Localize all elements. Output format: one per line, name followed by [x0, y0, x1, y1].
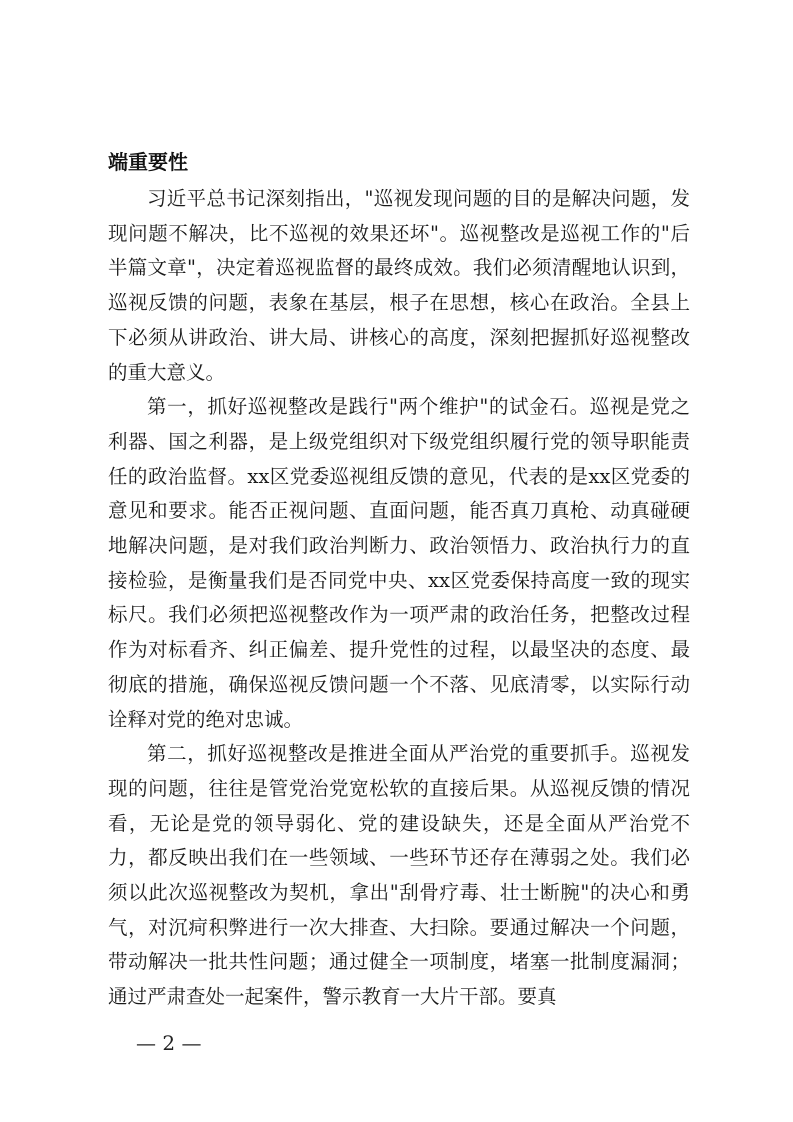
document-body [108, 182, 690, 1015]
page-number: — 2 — [136, 1031, 202, 1055]
paragraph-intro: 习近平总书记深刻指出，"巡视发现问题的目的是解决问题，发现问题不解决，比不巡视的效果还坏"。巡视整改是巡视工作的"后半篇文章"，决定着巡视监督的最终成效。我们必须清醒地认识到，巡视反馈的问题，表象在基层，根子在思想，核心在政治。全县上下必须从讲政治、讲大局、讲核心的高度，深刻把握抓好巡视整改的重大意义。 [108, 187, 690, 384]
paragraph-second-point: 第二，抓好巡视整改是推进全面从严治党的重要抓手。巡视发现的问题，往往是管党治党宽松软的直接后果。从巡视反馈的情况看，无论是党的领导弱化、党的建设缺失，还是全面从严治党不力，都反映出我们在一些领域、一些环节还存在薄弱之处。我们必须以此次巡视整改为契机，拿出"刮骨疗毒、壮士断腕"的决心和勇气，对沉疴积弊进行一次大排查、大扫除。要通过解决一个问题，带动解决一批共性问题；通过健全一项制度，堵塞一批制度漏洞；通过严肃查处一起案件，警示教育一大片干部。要真 [108, 742, 690, 1009]
paragraph-first-point: 第一，抓好巡视整改是践行"两个维护"的试金石。巡视是党之利器、国之利器，是上级党组织对下级党组织履行党的领导职能责任的政治监督。xx区党委巡视组反馈的意见，代表的是xx区党委的意见和要求。能否正视问题、直面问题，能否真刀真枪、动真碰硬地解决问题，是对我们政治判断力、政治领悟力、政治执行力的直接检验，是衡量我们是否同党中央、xx区党委保持高度一致的现实标尺。我们必须把巡视整改作为一项严肃的政治任务，把整改过程作为对标看齐、纠正偏差、提升党性的过程，以最坚决的态度、最彻底的措施，确保巡视反馈问题一个不落、见底清零，以实际行动诠释对党的绝对忠诚。 [108, 395, 690, 731]
section-heading: 端重要性 [108, 150, 188, 174]
